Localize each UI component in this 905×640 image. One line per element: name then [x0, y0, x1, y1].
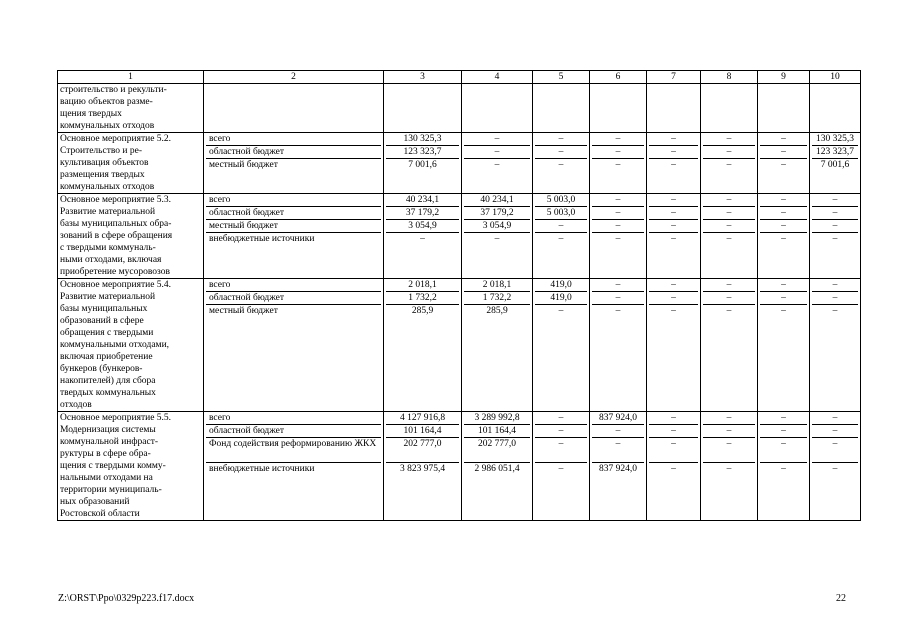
value-cell — [810, 279, 861, 412]
event-name-cell — [58, 279, 204, 412]
value-cell — [384, 84, 462, 133]
value: – — [649, 291, 698, 304]
value: – — [535, 304, 587, 317]
value: – — [781, 134, 786, 144]
source-cell — [204, 412, 384, 521]
value: – — [592, 424, 644, 437]
value: 285,9 — [386, 304, 459, 317]
event-name-line: щения твердых — [60, 109, 122, 119]
value-cell — [533, 194, 590, 279]
funding-source: всего — [209, 134, 231, 144]
value: 285,9 — [464, 304, 530, 317]
value-cell — [590, 412, 647, 521]
value: 130 325,3 — [816, 134, 854, 144]
value-cell — [701, 133, 758, 194]
value-cell — [462, 279, 533, 412]
value: – — [703, 219, 755, 232]
event-name-line: накопителей) для сбора — [60, 376, 156, 386]
value: 5 003,0 — [535, 206, 587, 219]
value: – — [386, 232, 459, 245]
source-cell — [204, 194, 384, 279]
value-cell — [590, 84, 647, 133]
event-name-cell — [58, 84, 204, 133]
value-cell — [533, 412, 590, 521]
budget-table — [57, 70, 861, 521]
value: 202 777,0 — [386, 437, 459, 462]
table-row — [58, 133, 861, 194]
value-cell — [647, 84, 701, 133]
value-cell — [462, 412, 533, 521]
funding-source: местный бюджет — [206, 158, 381, 171]
value: – — [558, 413, 564, 423]
value: – — [592, 304, 644, 317]
event-name-line: Развитие материальной — [60, 207, 156, 217]
value: – — [703, 304, 755, 317]
value: – — [703, 291, 755, 304]
value: – — [464, 145, 530, 158]
value: 2 018,1 — [408, 280, 437, 290]
value: – — [649, 219, 698, 232]
value: 3 054,9 — [386, 219, 459, 232]
value: – — [832, 195, 838, 205]
event-name-line: зований в сфере обращения — [60, 231, 173, 241]
funding-source: местный бюджет — [206, 219, 381, 232]
event-name-line: бункеров (бункеров- — [60, 364, 143, 374]
value: – — [832, 413, 838, 423]
value: – — [760, 462, 807, 475]
event-name-line: базы муниципальных обра- — [60, 219, 172, 229]
source-cell — [204, 279, 384, 412]
event-name-line: базы муниципальных — [60, 304, 148, 314]
value: – — [592, 206, 644, 219]
event-name-line: включая приобретение — [60, 352, 153, 362]
table-row — [58, 194, 861, 279]
source-cell — [204, 84, 384, 133]
value-cell — [647, 279, 701, 412]
value: 2 986 051,4 — [464, 462, 530, 475]
value: 40 234,1 — [405, 195, 440, 205]
event-name-line: приобретение мусоровозов — [60, 267, 170, 277]
value: – — [615, 280, 621, 290]
event-name-line: Основное мероприятие 5.4. — [60, 280, 172, 290]
funding-source: областной бюджет — [206, 424, 381, 437]
value: – — [812, 462, 858, 475]
event-name-line: ных образований — [60, 497, 130, 507]
event-name-cell — [58, 194, 204, 279]
value: – — [812, 304, 858, 317]
funding-source: областной бюджет — [206, 291, 381, 304]
value: – — [726, 134, 732, 144]
value: – — [703, 145, 755, 158]
value-cell — [462, 84, 533, 133]
table-row — [58, 84, 861, 133]
value-cell — [590, 279, 647, 412]
funding-source: всего — [209, 280, 231, 290]
funding-source: Фонд содействия реформированию ЖКХ — [206, 437, 381, 462]
event-name-line: образований в сфере — [60, 316, 144, 326]
value: – — [671, 195, 676, 205]
value: – — [760, 437, 807, 462]
value-cell — [701, 194, 758, 279]
value: – — [726, 280, 732, 290]
value: – — [781, 280, 786, 290]
event-name-line: размещения твердых — [60, 170, 145, 180]
value-cell — [590, 194, 647, 279]
value: – — [760, 158, 807, 171]
value: – — [671, 134, 676, 144]
event-name-line: коммунальной инфраст- — [60, 437, 159, 447]
source-cell — [204, 133, 384, 194]
event-name-line: территории муниципаль- — [60, 485, 162, 495]
header-cell: 4 — [462, 71, 533, 84]
value: – — [592, 291, 644, 304]
event-name-line: строительство и рекульти- — [60, 85, 167, 95]
event-name-line: коммунальных отходов — [60, 182, 155, 192]
value: – — [464, 158, 530, 171]
value: 130 325,3 — [403, 134, 442, 144]
event-name-line: Основное мероприятие 5.2. — [60, 134, 172, 144]
event-name-line: нальными отходами на — [60, 473, 153, 483]
value: 101 164,4 — [464, 424, 530, 437]
value: – — [592, 232, 644, 245]
table-row — [58, 412, 861, 521]
funding-source: местный бюджет — [206, 304, 381, 317]
value: 7 001,6 — [386, 158, 459, 171]
value: – — [535, 158, 587, 171]
value-cell — [758, 84, 810, 133]
value: 123 323,7 — [812, 145, 858, 158]
value: – — [703, 437, 755, 462]
value-cell — [701, 84, 758, 133]
funding-source: внебюджетные источники — [206, 232, 381, 245]
value: – — [812, 232, 858, 245]
value-cell — [758, 412, 810, 521]
value: – — [812, 291, 858, 304]
header-cell: 6 — [590, 71, 647, 84]
value: – — [760, 206, 807, 219]
event-name-line: Ростовской области — [60, 509, 140, 519]
value-cell — [533, 279, 590, 412]
event-name-line: Развитие материальной — [60, 292, 156, 302]
event-name-line: с твердыми коммуналь- — [60, 243, 156, 253]
value: 1 732,2 — [464, 291, 530, 304]
event-name-line: коммунальными отходами, — [60, 340, 170, 350]
value: – — [592, 219, 644, 232]
value: – — [464, 232, 530, 245]
event-name-cell — [58, 133, 204, 194]
value-cell — [701, 279, 758, 412]
value-cell — [647, 133, 701, 194]
funding-source: внебюджетные источники — [206, 462, 381, 475]
value: – — [703, 206, 755, 219]
value-cell — [533, 133, 590, 194]
value: – — [535, 219, 587, 232]
event-name-cell — [58, 412, 204, 521]
value: 3 823 975,4 — [386, 462, 459, 475]
event-name-line: щения с твердыми комму- — [60, 461, 166, 471]
value: 37 179,2 — [464, 206, 530, 219]
header-row — [58, 71, 861, 84]
event-name-line: ными отходами, включая — [60, 255, 162, 265]
value: – — [535, 462, 587, 475]
value: – — [703, 158, 755, 171]
value: – — [649, 437, 698, 462]
value: – — [812, 206, 858, 219]
header-cell: 10 — [810, 71, 861, 84]
value: – — [535, 424, 587, 437]
value-cell — [758, 194, 810, 279]
event-name-line: руктуры в сфере обра- — [60, 449, 151, 459]
value-cell — [384, 412, 462, 521]
value: – — [649, 424, 698, 437]
header-cell: 5 — [533, 71, 590, 84]
value: 202 777,0 — [464, 437, 530, 462]
file-path: Z:\ORST\Ppo\0329p223.f17.docx — [58, 593, 195, 604]
value: – — [760, 304, 807, 317]
event-name-line: Строительство и ре- — [60, 146, 143, 156]
value: – — [535, 145, 587, 158]
header-cell: 1 — [58, 71, 204, 84]
value: – — [649, 145, 698, 158]
value-cell — [590, 133, 647, 194]
value: 837 924,0 — [592, 462, 644, 475]
value: – — [703, 462, 755, 475]
value: 101 164,4 — [386, 424, 459, 437]
value-cell — [810, 84, 861, 133]
value: – — [726, 413, 732, 423]
value: – — [615, 134, 621, 144]
value: – — [812, 424, 858, 437]
value: 2 018,1 — [482, 280, 512, 290]
funding-source: всего — [209, 195, 231, 205]
value-cell — [647, 194, 701, 279]
event-name-line: Основное мероприятие 5.3. — [60, 195, 172, 205]
value: – — [649, 206, 698, 219]
value: – — [760, 291, 807, 304]
value-cell — [701, 412, 758, 521]
value: – — [535, 232, 587, 245]
event-name-line: Модернизация системы — [60, 425, 156, 435]
value: – — [760, 219, 807, 232]
value-cell — [810, 412, 861, 521]
value: – — [760, 424, 807, 437]
value: – — [812, 437, 858, 462]
value: – — [671, 413, 676, 423]
value: – — [812, 219, 858, 232]
value: – — [649, 462, 698, 475]
funding-source: областной бюджет — [206, 145, 381, 158]
value-cell — [758, 133, 810, 194]
value: – — [760, 145, 807, 158]
event-name-line: отходов — [60, 400, 92, 410]
value: 4 127 916,8 — [399, 413, 446, 423]
value-cell — [384, 279, 462, 412]
value: 123 323,7 — [386, 145, 459, 158]
value: – — [781, 413, 786, 423]
value: 3 289 992,8 — [474, 413, 520, 423]
value: – — [649, 304, 698, 317]
value: 5 003,0 — [546, 195, 576, 205]
value: – — [760, 232, 807, 245]
event-name-line: твердых коммунальных — [60, 388, 156, 398]
value: – — [726, 195, 732, 205]
value: – — [592, 145, 644, 158]
value-cell — [758, 279, 810, 412]
value: – — [703, 232, 755, 245]
value: – — [592, 437, 644, 462]
funding-source: всего — [209, 413, 231, 423]
value: – — [671, 280, 676, 290]
header-cell: 2 — [204, 71, 384, 84]
value: – — [649, 158, 698, 171]
header-cell: 8 — [701, 71, 758, 84]
event-name-line: культивация объектов — [60, 158, 149, 168]
event-name-line: Основное мероприятие 5.5. — [60, 413, 172, 423]
event-name-line: обращения с твердыми — [60, 328, 154, 338]
value-cell — [384, 133, 462, 194]
value: 419,0 — [550, 280, 572, 290]
value-cell — [462, 133, 533, 194]
value-cell — [647, 412, 701, 521]
funding-source: областной бюджет — [206, 206, 381, 219]
value: – — [649, 232, 698, 245]
header-cell: 3 — [384, 71, 462, 84]
value: – — [615, 195, 621, 205]
event-name-line: коммунальных отходов — [60, 121, 155, 131]
header-cell: 7 — [647, 71, 701, 84]
value: – — [535, 437, 587, 462]
value: 1 732,2 — [386, 291, 459, 304]
value: 7 001,6 — [812, 158, 858, 171]
page-number: 22 — [836, 593, 846, 604]
value: 3 054,9 — [464, 219, 530, 232]
table-body — [58, 84, 861, 521]
value: – — [494, 134, 500, 144]
value: 37 179,2 — [386, 206, 459, 219]
value: 40 234,1 — [480, 195, 514, 205]
value-cell — [462, 194, 533, 279]
value-cell — [533, 84, 590, 133]
value: 419,0 — [535, 291, 587, 304]
value-cell — [384, 194, 462, 279]
value: 837 924,0 — [599, 413, 637, 423]
value-cell — [810, 133, 861, 194]
value-cell — [810, 194, 861, 279]
value: – — [781, 195, 786, 205]
event-name-line: вацию объектов разме- — [60, 97, 153, 107]
value: – — [703, 424, 755, 437]
header-cell: 9 — [758, 71, 810, 84]
value: – — [832, 280, 838, 290]
table-row — [58, 279, 861, 412]
value: – — [592, 158, 644, 171]
value: – — [558, 134, 564, 144]
